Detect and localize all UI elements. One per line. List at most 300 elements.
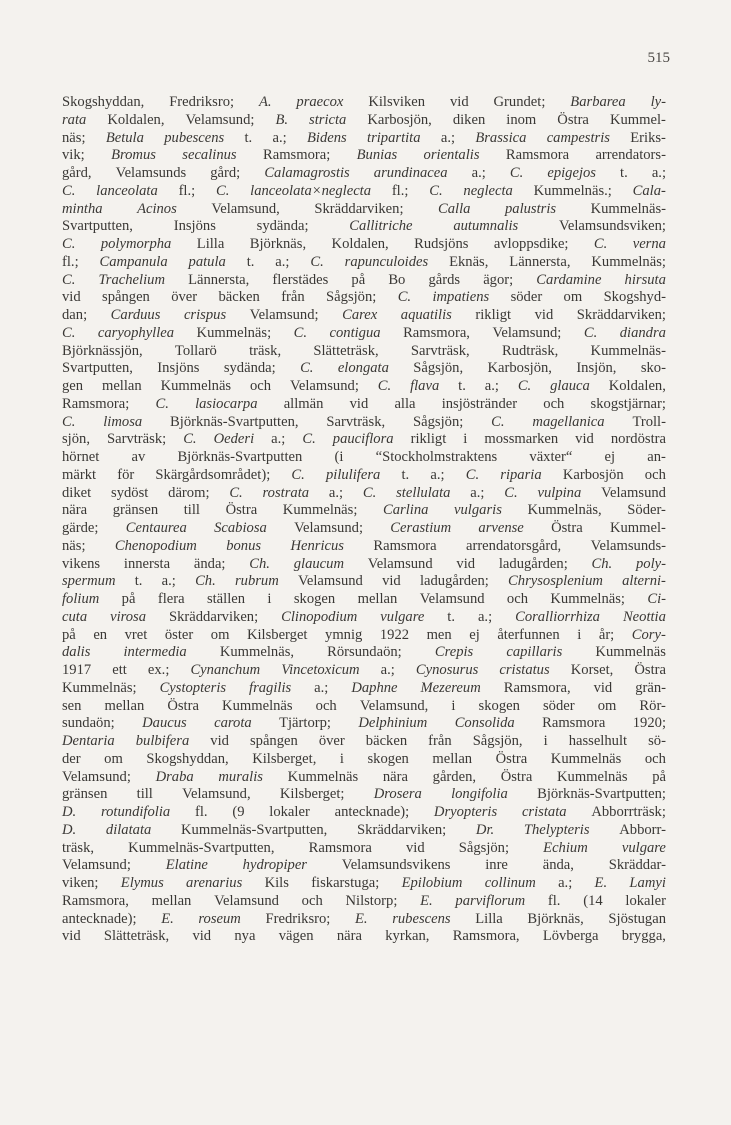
text-run: (9 [232, 804, 245, 820]
word [414, 236, 468, 254]
word [100, 254, 168, 272]
taxon-name-run: pauciflora [332, 431, 394, 448]
text-run: Insjöns [173, 218, 216, 235]
text-line [62, 201, 666, 219]
word [330, 325, 381, 343]
text-run: lokaler [625, 892, 666, 909]
word [272, 272, 328, 290]
taxon-name-run: orientalis [423, 147, 480, 164]
text-run: Kummelnäs.; [533, 182, 612, 199]
word [62, 680, 137, 698]
word [211, 627, 230, 645]
text-run: Sarvträsk, [326, 413, 386, 430]
word [136, 733, 190, 751]
text-run: öster [164, 626, 194, 643]
text-run: Ramsmora [308, 839, 372, 856]
word [506, 147, 569, 165]
word [106, 822, 151, 840]
word [619, 822, 666, 840]
taxon-name-run: dalis [62, 644, 91, 661]
word [652, 769, 666, 787]
text-run: a.; [328, 484, 344, 501]
word [169, 94, 234, 112]
word [175, 343, 217, 361]
text-run: bäcken [365, 733, 408, 749]
word [169, 609, 258, 627]
taxon-name-run: capillaris [506, 644, 563, 661]
word [630, 130, 666, 148]
taxon-name-run: bulbifera [135, 733, 190, 749]
word [263, 485, 310, 503]
text-run: Eriks- [630, 129, 666, 146]
taxon-name-run: glaucum [293, 555, 344, 572]
taxon-name-run: Cardamine [536, 271, 602, 288]
word [137, 201, 177, 219]
word [594, 236, 607, 254]
text-run: Rörsundaön; [327, 644, 402, 661]
word [307, 130, 347, 148]
text-run: der [62, 750, 81, 767]
word [62, 467, 96, 485]
text-run: fl.; [62, 253, 79, 270]
taxon-name-run: E. [420, 892, 433, 909]
taxon-name-run: virosa [110, 608, 147, 625]
word [463, 183, 512, 201]
word [505, 201, 556, 219]
text-run: men [426, 626, 452, 643]
text-run: inom [506, 111, 537, 128]
text-run: Rudträsk, [501, 342, 559, 359]
word [442, 396, 517, 414]
word [591, 343, 666, 361]
taxon-name-run: C. [362, 484, 377, 501]
taxon-name-run: Acinos [137, 200, 177, 217]
text-run: på [351, 271, 366, 288]
text-run: Sarvträsk, [410, 342, 470, 359]
word [543, 928, 599, 946]
word [93, 627, 107, 645]
taxon-name-run: Chenopodium [114, 537, 197, 554]
word [62, 698, 81, 716]
word [283, 502, 358, 520]
word [316, 698, 337, 716]
taxon-name-run: Dryopteris [433, 804, 498, 820]
taxon-name-run: vulgaris [454, 502, 502, 519]
word [265, 875, 289, 893]
word [249, 343, 281, 361]
text-run: Skräddarviken; [314, 200, 404, 217]
word [62, 556, 100, 574]
word [62, 644, 90, 662]
taxon-name-run: Coralliorrhiza [515, 608, 600, 625]
word [198, 911, 240, 929]
word [433, 769, 476, 787]
taxon-name-run: polymorpha [100, 236, 172, 252]
text-line [62, 343, 666, 361]
word [506, 112, 536, 130]
text-run: Tjärtorp; [279, 715, 331, 732]
taxon-name-run: rubrum [234, 573, 279, 590]
text-run: t. [447, 608, 455, 625]
text-run: Karbosjön [562, 466, 624, 483]
text-run: Abborr- [619, 821, 666, 838]
word [458, 378, 466, 396]
word [583, 893, 602, 911]
text-run: inre [485, 857, 508, 874]
word [124, 556, 170, 574]
text-run: viken; [62, 875, 99, 891]
word [609, 857, 666, 875]
text-run: träsk, [249, 342, 282, 359]
word [485, 857, 508, 875]
word [473, 733, 523, 751]
taxon-name-run: Bromus [111, 147, 156, 164]
text-run: Tollarö [174, 342, 217, 359]
text-run: flerstädes [272, 271, 329, 288]
taxon-name-run: parviflorum [455, 892, 526, 909]
word [226, 502, 258, 520]
word [155, 467, 270, 485]
word [104, 928, 169, 946]
text-line [62, 360, 666, 378]
word [179, 183, 196, 201]
word [214, 431, 255, 449]
word [342, 857, 451, 875]
word [157, 360, 199, 378]
word [411, 431, 447, 449]
text-run: sö- [648, 733, 666, 749]
word [478, 609, 492, 627]
taxon-name-run: C. [229, 484, 243, 501]
text-run: vid [349, 395, 369, 412]
word [401, 307, 452, 325]
text-run: hasselhult [568, 733, 628, 749]
word [595, 644, 666, 662]
text-run: Ramsmora, [452, 928, 520, 945]
text-run: Ramsmora, [503, 679, 571, 696]
word [174, 218, 216, 236]
text-run: Ramsmora, [62, 892, 129, 909]
word [632, 627, 666, 645]
word [259, 94, 272, 112]
word [410, 378, 439, 396]
word [463, 431, 467, 449]
word [195, 804, 208, 822]
word [326, 467, 380, 485]
word [392, 911, 450, 929]
text-line [62, 94, 666, 112]
taxon-name-run: arenarius [186, 875, 243, 891]
word [497, 627, 559, 645]
text-run: Svartputten, [62, 218, 133, 235]
taxon-name-run: Ch. [249, 555, 270, 572]
word [366, 733, 407, 751]
word [529, 449, 572, 467]
text-run: Insjöns [157, 360, 200, 377]
word [337, 928, 362, 946]
text-run: Koldalen, [107, 111, 165, 128]
text-run: Velamsund, [359, 697, 429, 714]
word [506, 644, 562, 662]
text-run: nära [62, 502, 88, 519]
taxon-name-run: C. [62, 271, 76, 288]
text-run: sjön, [62, 431, 90, 448]
text-run: Björknäs-Svartputten; [537, 786, 666, 803]
word [368, 94, 425, 112]
word [135, 573, 143, 591]
text-run: Velamsund, [211, 200, 280, 217]
word [491, 414, 504, 432]
taxon-name-run: contigua [329, 324, 381, 341]
text-run: nya [234, 928, 256, 945]
word [453, 218, 518, 236]
word [547, 165, 596, 183]
text-line [62, 272, 666, 290]
text-run: från [281, 289, 305, 306]
word [627, 502, 666, 520]
word [62, 911, 137, 929]
word [428, 272, 460, 290]
text-run: a.; [272, 129, 287, 146]
text-run: Bo [388, 271, 406, 288]
word [595, 147, 666, 165]
text-run: gård; [210, 165, 241, 181]
text-run: näs; [62, 129, 86, 146]
word [511, 289, 543, 307]
word [126, 520, 187, 538]
text-run: vid [210, 733, 229, 749]
word [402, 875, 463, 893]
taxon-name-run: hirsuta [624, 271, 666, 288]
text-run: Velamsund; [62, 857, 131, 874]
word [62, 343, 143, 361]
taxon-name-run: magellanica [532, 413, 605, 430]
text-run: mossmarken [484, 431, 559, 448]
text-run: Kummelnäs [287, 768, 359, 785]
word [250, 733, 298, 751]
word [483, 272, 513, 290]
page-number: 515 [647, 50, 670, 66]
word [62, 94, 144, 112]
word [645, 467, 666, 485]
word [62, 733, 115, 751]
word [309, 112, 346, 130]
word [350, 396, 369, 414]
text-run: i [577, 626, 582, 643]
text-run: a.; [275, 253, 290, 270]
taxon-name-run: epigejos [547, 165, 596, 181]
text-run: Korset, [570, 662, 614, 678]
word [456, 556, 475, 574]
word [294, 556, 344, 574]
text-run: fiskarstuga; [311, 875, 380, 891]
word [146, 751, 228, 769]
word [166, 857, 208, 875]
word [424, 147, 480, 165]
text-line [62, 502, 666, 520]
word [340, 751, 344, 769]
text-run: ett [112, 662, 127, 678]
text-run: t. [401, 466, 410, 483]
text-line [62, 307, 666, 325]
taxon-name-run: C. [291, 466, 305, 483]
word [475, 307, 511, 325]
word [338, 360, 389, 378]
text-run: lokaler [269, 804, 310, 820]
taxon-name-run: C. [593, 236, 608, 252]
word [427, 627, 452, 645]
word [257, 218, 309, 236]
taxon-name-run: rubescens [392, 910, 451, 927]
text-run: Sågsjön, [472, 733, 523, 749]
text-run: Lilla [475, 910, 503, 927]
taxon-name-run: stellulata [396, 484, 451, 501]
word [608, 911, 666, 929]
text-run: vägen [278, 928, 314, 945]
word [564, 289, 583, 307]
word [610, 520, 666, 538]
word [234, 928, 255, 946]
word [358, 715, 427, 733]
word [532, 414, 604, 432]
word [184, 307, 226, 325]
text-run: alla [394, 395, 416, 412]
word [294, 520, 363, 538]
word [329, 485, 343, 503]
word [188, 272, 249, 290]
taxon-name-run: C. [62, 324, 76, 341]
taxon-name-run: Vincetoxicum [281, 662, 360, 678]
text-run: Skräddarviken; [169, 608, 259, 625]
word [243, 857, 307, 875]
text-run: a.; [380, 662, 395, 678]
text-line [62, 254, 666, 272]
word [535, 307, 554, 325]
text-line [62, 786, 666, 804]
text-line [62, 289, 666, 307]
word [413, 414, 463, 432]
text-run: rikligt [475, 307, 512, 323]
taxon-name-run: stricta [309, 111, 347, 128]
text-run: arrendators- [595, 147, 666, 164]
taxon-name-run: elongata [337, 360, 389, 377]
word [98, 325, 174, 343]
word [432, 751, 472, 769]
taxon-name-run: alterni- [622, 573, 666, 590]
taxon-name-run: Cynosurus [415, 662, 479, 678]
word [641, 360, 666, 378]
word [536, 272, 601, 290]
text-run: av [131, 449, 146, 465]
taxon-name-run: rostrata [262, 484, 310, 501]
word [195, 573, 216, 591]
text-run: Velamsund [214, 892, 279, 909]
text-line [62, 130, 666, 148]
word [290, 378, 359, 396]
text-run: Skogshyd- [603, 289, 666, 306]
text-run: Ramsmora, [403, 324, 470, 341]
text-line [62, 928, 666, 946]
text-run: Kilsberget, [252, 750, 317, 767]
taxon-name-run: aquatilis [400, 307, 452, 323]
word [651, 94, 666, 112]
word [189, 254, 226, 272]
word [313, 343, 378, 361]
word [620, 325, 666, 343]
taxon-name-run: Ci- [647, 591, 666, 607]
word [226, 538, 261, 556]
text-run: Ramsmora; [62, 395, 130, 412]
word [453, 112, 485, 130]
word [62, 289, 81, 307]
word [633, 715, 666, 733]
word [232, 804, 244, 822]
taxon-name-run: E. [161, 910, 174, 927]
taxon-name-run: C. [215, 182, 230, 199]
word [499, 556, 568, 574]
word [496, 751, 528, 769]
word [182, 786, 251, 804]
text-run: kyrkan, [385, 928, 430, 945]
word [548, 893, 561, 911]
word [62, 573, 116, 591]
word [269, 804, 310, 822]
taxon-name-run: Mezereum [420, 679, 481, 696]
word [522, 804, 567, 822]
word [111, 307, 161, 325]
text-run: märkt [62, 466, 97, 483]
text-run: ej [469, 626, 480, 643]
word [314, 201, 403, 219]
word [124, 644, 187, 662]
word [570, 94, 625, 112]
word [576, 360, 616, 378]
word [622, 928, 666, 946]
word [113, 502, 158, 520]
taxon-name-run: Draba [155, 768, 194, 785]
word [374, 786, 422, 804]
text-run: Velamsundsviken; [558, 218, 666, 235]
word [374, 165, 448, 183]
word [411, 343, 470, 361]
word [622, 573, 666, 591]
word [190, 662, 260, 680]
taxon-name-run: Campanula [99, 253, 168, 270]
word [368, 751, 409, 769]
word [351, 680, 397, 698]
word [128, 840, 274, 858]
taxon-name-run: rapunculoides [344, 253, 429, 270]
word [645, 751, 666, 769]
word [325, 627, 362, 645]
taxon-name-run: lanceolata [96, 182, 158, 199]
taxon-name-run: crispus [183, 307, 227, 323]
word [451, 698, 455, 716]
word [62, 485, 91, 503]
text-run: Karbosjön, [367, 111, 432, 128]
word [62, 254, 79, 272]
text-run: arrendatorsgård, [465, 537, 562, 554]
word [183, 431, 196, 449]
word [629, 875, 665, 893]
text-line [62, 840, 666, 858]
text-run: t. [246, 253, 255, 270]
word [620, 165, 628, 183]
word [62, 325, 75, 343]
text-run: skogstjärnar; [590, 395, 666, 412]
text-run: Kummelnäs; [196, 324, 272, 341]
text-run: Kummelnäs; [550, 591, 625, 607]
